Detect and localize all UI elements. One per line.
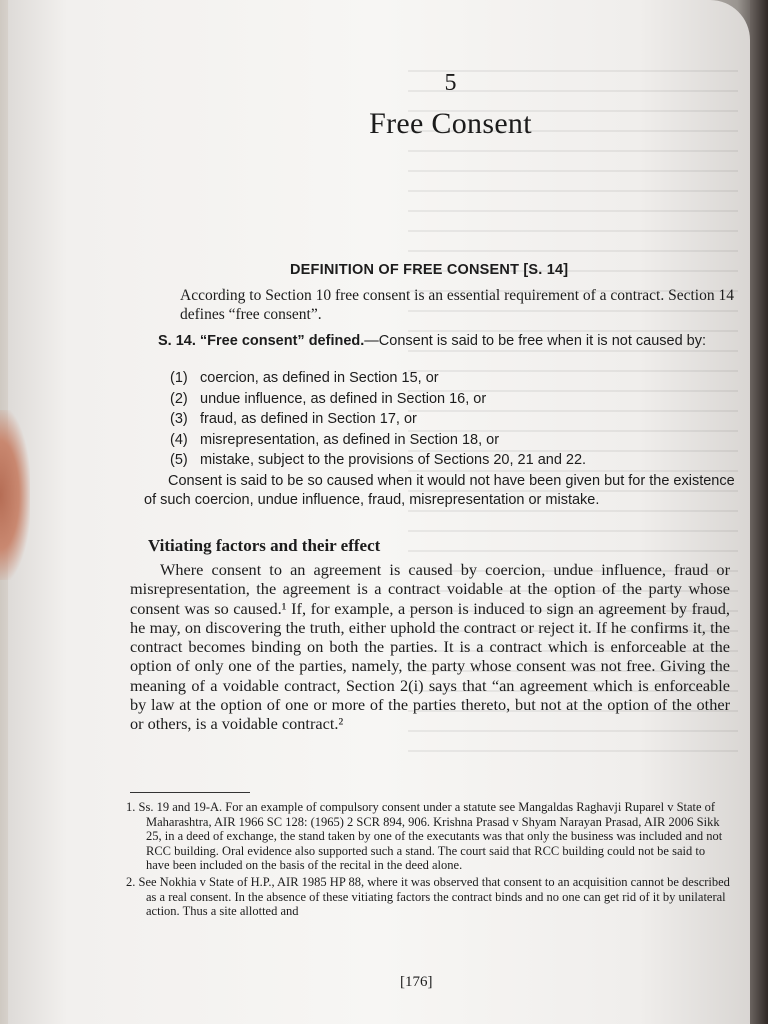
subheading: Vitiating factors and their effect [148, 536, 381, 555]
list-item: (2) undue influence, as defined in Section 16, or [170, 390, 487, 407]
after-list-paragraph: Consent is said to be so caused when it would not have been given but for the existence of such coercion, undue influence, fraud, misrepresentation or mistake. [144, 473, 735, 508]
s14-text: —Consent is said to be free when it is not caused by: [364, 333, 707, 349]
list-item: (3) fraud, as defined in Section 17, or [170, 411, 417, 427]
chapter-number: 5 [444, 70, 457, 96]
footnote: 2. See Nokhia v State of H.P., AIR 1985 HP 88, where it was observed that consent to an acquisition cannot be described as a real consent. In the absence of these vitiating factors the contract binds and no one can get rid of it by unilateral action. Thus a site allotted and [126, 874, 730, 919]
thumb [0, 410, 30, 580]
page-content [118, 70, 738, 990]
chapter-title: Free Consent [369, 107, 532, 140]
causes-list [170, 368, 586, 471]
intro-paragraph [180, 286, 738, 324]
footnote: 1. Ss. 19 and 19-A. For an example of compulsory consent under a statute see Mangaldas Raghavji Ruparel v State of Maharashtra, AIR 1966 SC 128: (1965) 2 SCR 894, 906. Krishna Prasad v Shyam Narayan Prasad, AIR 2006 Sikk 25, in a deed of exchange, the stand taken by one of the executants was that only the business was included and not RCC building. Oral evidence also supported such a stand. The court said that RCC building could not be said to have been included on the basis of the recital in the deed alone. [126, 800, 723, 873]
list-item: (5) mistake, subject to the provisions of Sections 20, 21 and 22. [170, 452, 587, 468]
list-item: (1) coercion, as defined in Section 15, or [170, 370, 439, 386]
section-heading: DEFINITION OF FREE CONSENT [S. 14] [290, 262, 569, 278]
list-item: (4) misrepresentation, as defined in Section 18, or [170, 431, 500, 448]
intro-text: According to Section 10 free consent is an essential requirement of a contract. Section 14 defines “free consent”. [180, 287, 734, 323]
body-paragraph: Where consent to an agreement is caused by coercion, undue influence, fraud or misrepresentation, the agreement is a contract voidable at the option of the party whose consent was so caused.¹ If, for example, a person is induced to sign an agreement by fraud, he may, on discovering the truth, either uphold the contract or reject it. If he confirms it, the contract becomes binding on both the parties. It is a contract which is enforceable at the option of only one of the parties, namely, the party whose consent was not free. Giving the meaning of a voidable contract, Section 2(i) says that “an agreement which is enforceable by law at the option of one or more of the parties thereto, but not at the option of the other or others, is a voidable contract.² [130, 560, 730, 734]
page-number: [176] [400, 974, 433, 990]
footnote-rule [130, 792, 250, 793]
footnotes [120, 800, 730, 921]
s14-paragraph [158, 332, 736, 351]
book-edge [750, 0, 768, 1024]
s14-label: S. 14. “Free consent” defined. [158, 333, 365, 349]
